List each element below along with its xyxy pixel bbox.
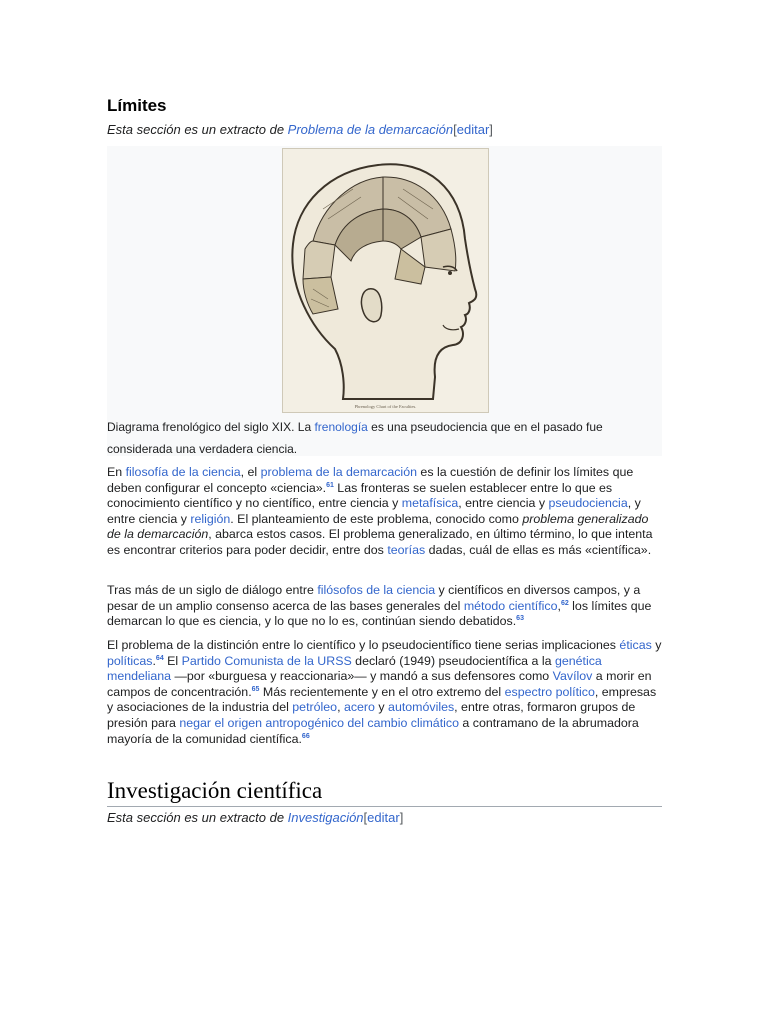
section-heading-limites: Límites [107, 96, 167, 115]
text: , empresas y asociaciones de la industria del [107, 684, 657, 715]
link-acero[interactable]: acero [343, 700, 375, 715]
phrenology-head-image[interactable] [282, 148, 489, 413]
text: , el [240, 465, 261, 479]
hatnote-link-demarcacion[interactable]: Problema de la demarcación [287, 122, 454, 137]
phrenology-head-drawing [283, 149, 488, 412]
hatnote-link-investigacion[interactable]: Investigación [287, 810, 364, 825]
text: , y entre ciencia y [107, 496, 641, 526]
link-politicas[interactable]: políticas [107, 653, 153, 668]
text: es la cuestión de definir los límites que deben configurar el concepto «ciencia». [107, 465, 634, 495]
edit-bracket-close: ] [399, 810, 404, 825]
text: El [163, 653, 182, 668]
link-metodo-cientifico[interactable]: método científico [463, 598, 558, 613]
link-vavilov[interactable]: Vavílov [552, 669, 593, 684]
link-metafisica[interactable]: metafísica [401, 496, 459, 511]
edit-bracket-close: ] [489, 122, 493, 137]
edit-bracket-open: [ [453, 122, 457, 137]
link-genetica-mendeliana[interactable]: genética mendeliana [107, 653, 602, 684]
text: y [651, 638, 662, 652]
link-eticas[interactable]: éticas [619, 638, 652, 652]
text: —por «burguesa y reaccionaria»— y mandó a sus defensores como [171, 669, 553, 684]
link-espectro-politico[interactable]: espectro político [504, 684, 595, 699]
text: dadas, cuál de ellas es más «científica». [425, 542, 652, 557]
paragraph-debate [107, 583, 662, 630]
text: , [337, 700, 344, 715]
figure-thumbnail [107, 146, 662, 456]
link-religion[interactable]: religión [190, 511, 231, 526]
text: y científicos en diversos campos, y a pesar de un amplio consenso acerca de las bases generales del [107, 583, 641, 613]
hatnote-excerpt [107, 810, 403, 825]
text: los límites que demarcan lo que es ciencia, y lo que no lo es, continúan siendo debatidos. [107, 598, 652, 629]
hatnote-prefix: Esta sección es un extracto de [107, 810, 288, 825]
figure-caption [107, 416, 647, 460]
text: , entre otras, formaron grupos de presión para [107, 700, 636, 730]
edit-section-link[interactable] [453, 122, 493, 137]
link-petroleo[interactable]: petróleo [292, 700, 338, 715]
edit-section-link[interactable] [364, 810, 404, 825]
reference-66[interactable]: 66 [301, 732, 310, 740]
link-problema-demarcacion[interactable]: problema de la demarcación [260, 465, 417, 479]
link-partido-comunista[interactable]: Partido Comunista de la URSS [181, 653, 352, 668]
caption-link-frenologia[interactable]: frenología [314, 420, 368, 434]
caption-text: es una pseudociencia que en el pasado fue considerada una verdadera ciencia. [107, 420, 603, 456]
reference-64[interactable]: 64 [155, 654, 164, 662]
link-teorias[interactable]: teorías [387, 542, 426, 557]
text: a morir en campos de concentración. [107, 669, 652, 699]
hatnote-prefix: Esta sección es un extracto de [107, 122, 288, 137]
text: y [374, 700, 389, 715]
link-cambio-climatico[interactable]: negar el origen antropogénico del cambio climático [179, 715, 459, 730]
text: Las fronteras se suelen establecer entre lo que es conocimiento científico y no científico, entre ciencia y [107, 480, 613, 511]
link-filosofos-ciencia[interactable]: filósofos de la ciencia [317, 583, 436, 597]
text: Tras más de un siglo de diálogo entre [107, 583, 318, 597]
link-filosofia-ciencia[interactable]: filosofía de la ciencia [125, 465, 241, 479]
text: a contramano de la abrumadora mayoría de la comunidad científica. [107, 715, 639, 746]
text: , abarca estos casos. El problema generalizado, en último término, lo que intenta es encontrar criterios para poder decidir, entre dos [107, 527, 653, 557]
section-heading-investigacion: Investigación científica [107, 778, 662, 807]
image-plate-label: Phrenology Chart of the Faculties. [354, 404, 417, 409]
hatnote-excerpt [107, 122, 493, 137]
text: En [107, 465, 126, 479]
text: . El planteamiento de este problema, conocido como [230, 511, 523, 526]
text: . [152, 653, 156, 668]
reference-61[interactable]: 61 [326, 481, 334, 489]
reference-62[interactable]: 62 [560, 599, 569, 607]
edit-label[interactable]: editar [456, 122, 490, 137]
text: declaró (1949) pseudocientífica a la [351, 653, 555, 668]
caption-text: Diagrama frenológico del siglo XIX. La [107, 420, 315, 434]
paragraph-demarcacion [107, 465, 662, 559]
link-pseudociencia[interactable]: pseudociencia [548, 496, 628, 511]
reference-65[interactable]: 65 [251, 685, 260, 693]
edit-bracket-open: [ [363, 810, 368, 825]
emphasis-text: problema generalizado de la demarcación [107, 511, 649, 542]
text: , [557, 598, 561, 613]
text: , entre ciencia y [458, 496, 549, 511]
reference-63[interactable]: 63 [516, 615, 524, 623]
text: El problema de la distinción entre lo científico y lo pseudocientífico tiene serias implicaciones [107, 638, 620, 652]
paragraph-implicaciones [107, 638, 662, 747]
text: Más recientemente y en el otro extremo del [259, 684, 505, 699]
link-automoviles[interactable]: automóviles [388, 700, 455, 715]
edit-label[interactable]: editar [367, 810, 400, 825]
